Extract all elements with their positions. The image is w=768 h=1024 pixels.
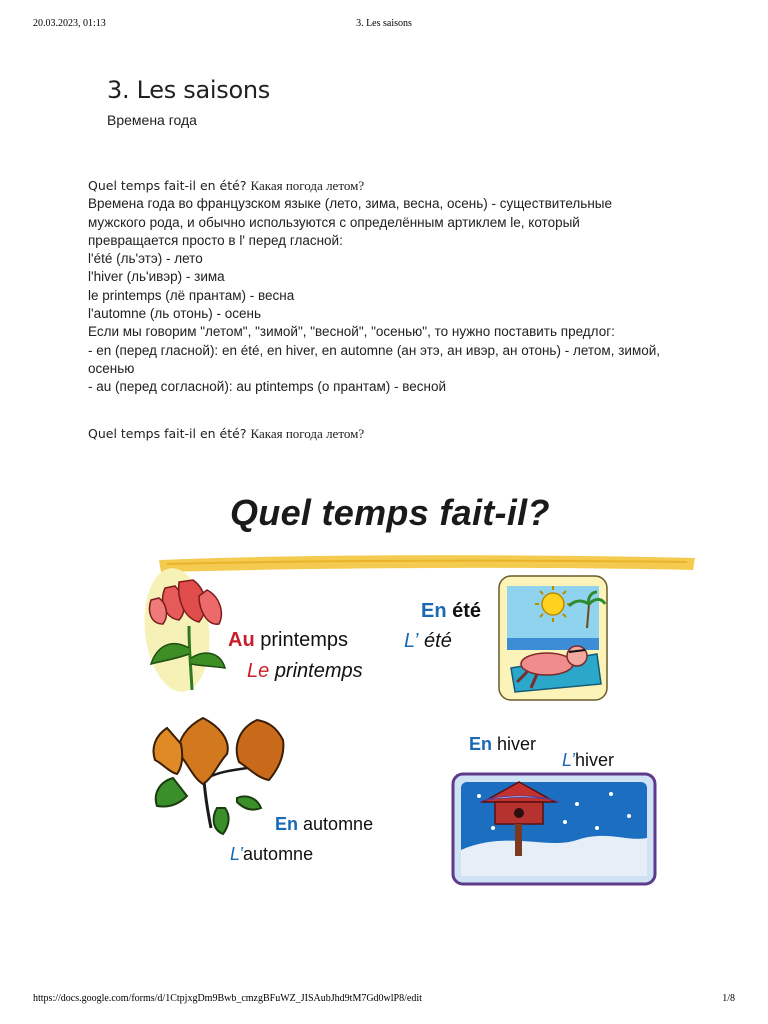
summer-prep: En xyxy=(421,600,447,622)
description-line: - au (перед согласной): au ptintemps (о прантам) - весной xyxy=(88,379,447,395)
autumn-noun xyxy=(230,844,313,865)
winter-prep: En xyxy=(469,734,493,754)
illustration-graphics xyxy=(107,478,697,898)
autumn-phrase xyxy=(275,814,373,835)
seasons-illustration xyxy=(107,478,697,898)
winter-phrase xyxy=(469,734,536,755)
winter-noun xyxy=(562,750,614,771)
autumn-noun-text: automne xyxy=(243,844,314,864)
form-title: 3. Les saisons xyxy=(107,76,270,104)
description-line: Времена года во французском языке (лето, зима, весна, осень) - существительные xyxy=(88,196,613,212)
print-page-number: 1/8 xyxy=(722,993,735,1004)
snowy-birdhouse-icon xyxy=(453,774,655,884)
description-line: Если мы говорим "летом", "зимой", "весной", "осенью", то нужно поставить предлог: xyxy=(88,324,615,340)
question-title-ru: Какая погода летом? xyxy=(250,426,365,441)
spring-article: Le xyxy=(247,660,270,682)
description-line: l'été (ль'этэ) - лето xyxy=(88,251,203,267)
spring-noun-text: printemps xyxy=(274,660,363,682)
description-line: le printemps (лё прантам) - весна xyxy=(88,287,295,303)
summer-word: été xyxy=(452,600,482,622)
winter-word: hiver xyxy=(497,734,537,754)
summer-phrase xyxy=(421,600,481,623)
question-title-fr: Quel temps fait-il en été? xyxy=(88,178,247,193)
illustration-title: Quel temps fait-il? xyxy=(230,492,550,533)
description-line: осенью xyxy=(88,360,135,376)
question-title xyxy=(88,425,688,443)
summer-noun-text: été xyxy=(424,630,452,652)
autumn-article: L’ xyxy=(230,844,244,864)
print-datetime: 20.03.2023, 01:13 xyxy=(33,18,106,29)
question-block-2 xyxy=(88,425,688,443)
print-tab-title: 3. Les saisons xyxy=(356,18,412,29)
autumn-prep: En xyxy=(275,814,299,834)
spring-prep: Au xyxy=(228,629,255,651)
spring-phrase xyxy=(228,629,348,652)
description-line: мужского рода, и обычно используются с определённым артиклем le, который xyxy=(88,214,580,230)
print-url: https://docs.google.com/forms/d/1CtpjxgDm9Bwb_cmzgBFuWZ_JISAubJhd9tM7Gd0wlP8/edit xyxy=(33,993,422,1004)
winter-article: L’ xyxy=(562,750,576,770)
winter-noun-text: hiver xyxy=(575,750,615,770)
autumn-word: automne xyxy=(303,814,374,834)
description-line: l'automne (ль отонь) - осень xyxy=(88,306,262,322)
form-description: Времена года xyxy=(107,112,197,128)
beach-sun-icon xyxy=(499,576,607,700)
question-title-ru: Какая погода летом? xyxy=(250,178,365,193)
oak-leaves-icon xyxy=(154,718,284,834)
description-line: - en (перед гласной): en été, en hiver, en automne (ан этэ, ан ивэр, ан отонь) - летом, зимой, xyxy=(88,342,661,358)
question-block-1 xyxy=(88,177,688,397)
spring-noun xyxy=(247,660,363,683)
summer-noun xyxy=(404,630,452,653)
summer-article: L’ xyxy=(404,630,419,652)
spring-word: printemps xyxy=(260,629,349,651)
description-line: превращается просто в l' перед гласной: xyxy=(88,232,343,248)
question-title-fr: Quel temps fait-il en été? xyxy=(88,426,247,441)
question-title xyxy=(88,177,688,195)
print-footer xyxy=(33,993,735,1007)
highlighter-stroke xyxy=(159,555,695,572)
description-line: l'hiver (ль'ивэр) - зима xyxy=(88,269,225,285)
print-header xyxy=(33,18,735,32)
tulip-icon xyxy=(139,565,225,695)
